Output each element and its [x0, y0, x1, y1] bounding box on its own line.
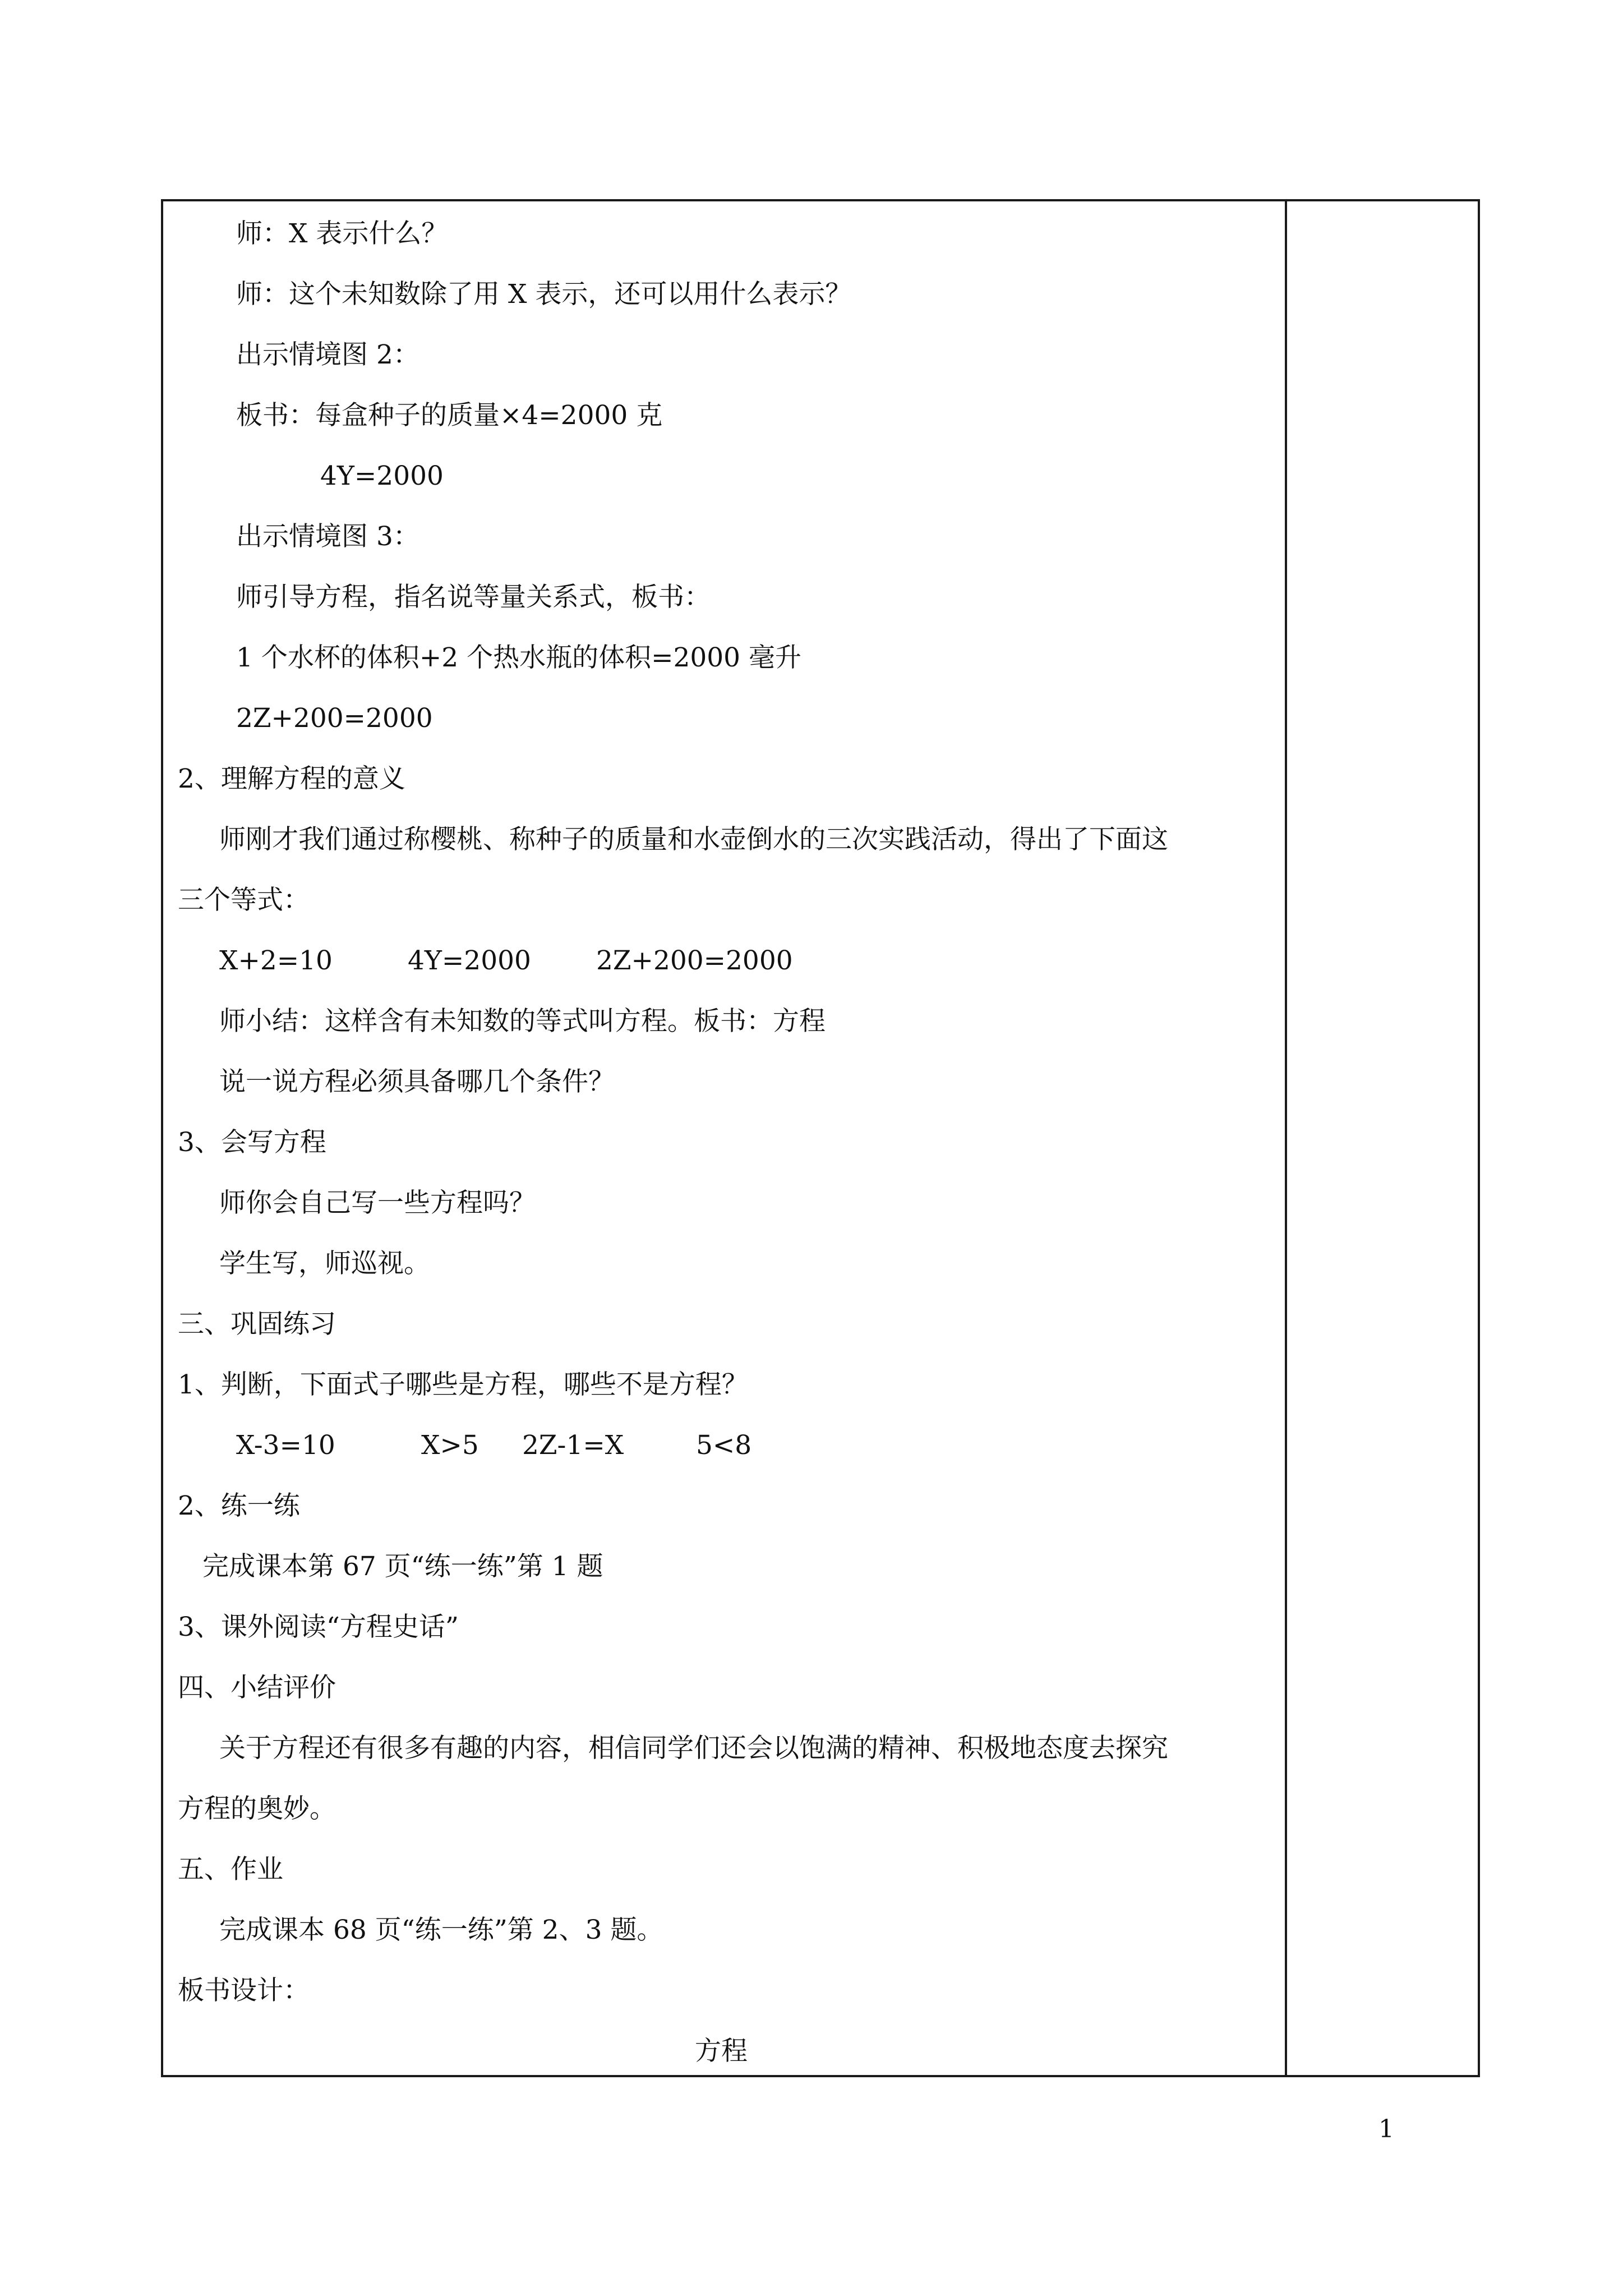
section-heading: 2、理解方程的意义	[178, 763, 405, 794]
page-number: 1	[1378, 2115, 1394, 2143]
board-design-title: 方程	[695, 2036, 748, 2067]
text-line: 板书：每盒种子的质量×4=2000 克	[236, 400, 663, 431]
equation: X+2=10	[219, 945, 333, 976]
section-heading: 四、小结评价	[178, 1672, 336, 1703]
section-heading: 板书设计：	[178, 1975, 310, 2006]
expression: 5<8	[696, 1430, 752, 1461]
text-line: 出示情境图 3：	[236, 521, 419, 552]
section-heading: 三、巩固练习	[178, 1309, 336, 1340]
text-line: 三个等式：	[178, 885, 310, 915]
text-line: 完成课本 68 页“练一练”第 2、3 题。	[219, 1915, 663, 1945]
text-line: 师：X 表示什么？	[236, 218, 448, 249]
section-heading: 3、会写方程	[178, 1127, 326, 1158]
text-line: 师刚才我们通过称樱桃、称种子的质量和水壶倒水的三次实践活动，得出了下面这	[219, 824, 1168, 855]
equation: 2Z+200=2000	[596, 945, 793, 976]
expression: 2Z-1=X	[522, 1430, 624, 1461]
text-line: 师小结：这样含有未知数的等式叫方程。板书：方程	[219, 1006, 826, 1037]
text-line: 师引导方程，指名说等量关系式，板书：	[236, 582, 711, 613]
text-line: 师你会自己写一些方程吗？	[219, 1188, 536, 1218]
text-line: 学生写，师巡视。	[219, 1248, 430, 1279]
text-line: 方程的奥妙。	[178, 1793, 336, 1824]
text-line: 2Z+200=2000	[236, 703, 433, 734]
column-divider	[1285, 201, 1287, 2075]
equation: 4Y=2000	[408, 945, 531, 976]
text-line: 出示情境图 2：	[236, 339, 419, 370]
text-line: 师：这个未知数除了用 X 表示，还可以用什么表示？	[236, 279, 852, 310]
section-heading: 3、课外阅读“方程史话”	[178, 1612, 459, 1642]
section-heading: 1、判断，下面式子哪些是方程，哪些不是方程？	[178, 1369, 748, 1400]
section-heading: 五、作业	[178, 1854, 283, 1885]
lesson-content-cell	[163, 201, 1285, 2075]
text-line: 说一说方程必须具备哪几个条件？	[219, 1066, 615, 1097]
lesson-table	[161, 199, 1480, 2077]
section-heading: 2、练一练	[178, 1490, 300, 1521]
expression: X-3=10	[236, 1430, 335, 1461]
text-line: 完成课本第 67 页“练一练”第 1 题	[202, 1551, 603, 1582]
text-line: 关于方程还有很多有趣的内容，相信同学们还会以饱满的精神、积极地态度去探究	[219, 1733, 1168, 1764]
text-line: 1 个水杯的体积+2 个热水瓶的体积=2000 毫升	[236, 642, 801, 673]
text-line: 4Y=2000	[320, 461, 444, 491]
expression: X>5	[421, 1430, 479, 1461]
